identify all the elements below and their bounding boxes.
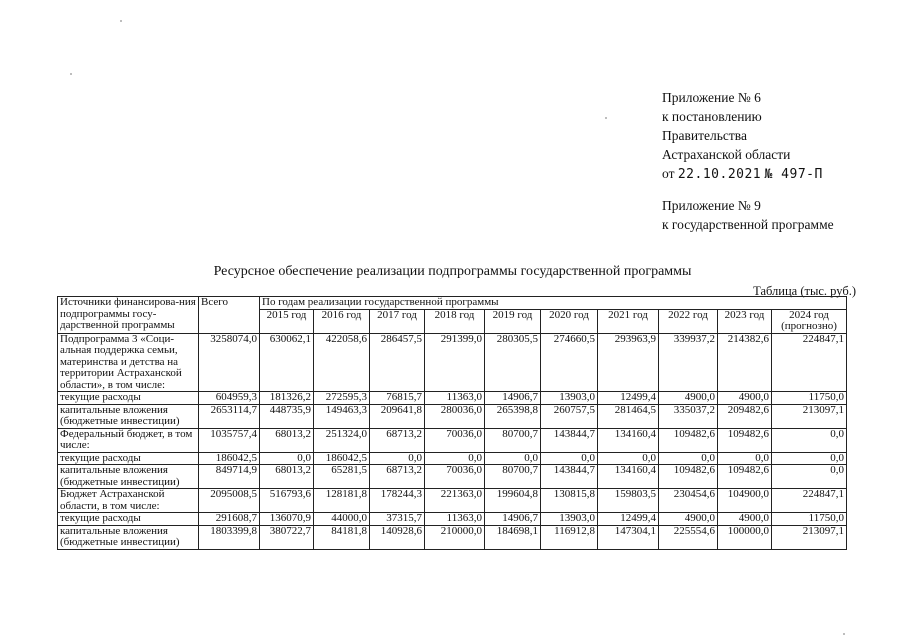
year-value-cell: 128181,8 (314, 489, 370, 513)
year-value-cell: 4900,0 (718, 513, 772, 526)
header-row (58, 297, 847, 310)
total-cell: 849714,9 (199, 465, 260, 489)
year-value-cell: 109482,6 (718, 428, 772, 452)
year-value-cell: 14906,7 (485, 513, 541, 526)
year-value-cell: 12499,4 (598, 513, 659, 526)
table-row (58, 333, 847, 392)
year-value-cell: 293963,9 (598, 333, 659, 392)
header-line: Правительства (662, 128, 747, 143)
year-value-cell: 274660,5 (541, 333, 598, 392)
year-value-cell: 14906,7 (485, 392, 541, 405)
year-value-cell: 80700,7 (485, 428, 541, 452)
year-value-cell: 225554,6 (659, 525, 718, 549)
year-value-cell: 109482,6 (659, 465, 718, 489)
year-value-cell: 159803,5 (598, 489, 659, 513)
year-value-cell: 630062,1 (260, 333, 314, 392)
col-total-header: Всего (199, 297, 260, 334)
year-value-cell: 143844,7 (541, 428, 598, 452)
year-value-cell: 134160,4 (598, 428, 659, 452)
year-value-cell: 184698,1 (485, 525, 541, 549)
source-cell: текущие расходы (58, 452, 199, 465)
appendix-9-header (662, 196, 834, 234)
year-value-cell: 68013,2 (260, 465, 314, 489)
year-value-cell: 104900,0 (718, 489, 772, 513)
decree-date: 22.10.2021 (677, 167, 762, 182)
year-value-cell: 230454,6 (659, 489, 718, 513)
year-value-cell: 70036,0 (425, 465, 485, 489)
date-prefix: от (662, 166, 675, 181)
year-value-cell: 4900,0 (659, 392, 718, 405)
header2-line: Приложение № 9 (662, 198, 761, 213)
source-cell: капитальные вложения (бюджетные инвестиции) (58, 525, 199, 549)
table-units-note: Таблица (тыс. руб.) (753, 284, 856, 298)
year-value-cell: 70036,0 (425, 428, 485, 452)
year-value-cell: 11363,0 (425, 392, 485, 405)
resource-table (57, 296, 847, 550)
year-value-cell: 12499,4 (598, 392, 659, 405)
year-header: 2016 год (314, 309, 370, 333)
year-value-cell: 11363,0 (425, 513, 485, 526)
year-header: 2015 год (260, 309, 314, 333)
years-group-header: По годам реализации государственной программы (260, 297, 847, 310)
year-value-cell: 147304,1 (598, 525, 659, 549)
year-value-cell: 199604,8 (485, 489, 541, 513)
year-value-cell: 291399,0 (425, 333, 485, 392)
year-value-cell: 0,0 (541, 452, 598, 465)
year-value-cell: 224847,1 (772, 333, 847, 392)
year-value-cell: 4900,0 (659, 513, 718, 526)
year-value-cell: 0,0 (598, 452, 659, 465)
year-value-cell: 140928,6 (370, 525, 425, 549)
total-cell: 2653114,7 (199, 404, 260, 428)
year-value-cell: 380722,7 (260, 525, 314, 549)
header-line: Приложение № 6 (662, 90, 761, 105)
year-value-cell: 251324,0 (314, 428, 370, 452)
total-cell: 2095008,5 (199, 489, 260, 513)
year-value-cell: 100000,0 (718, 525, 772, 549)
year-value-cell: 13903,0 (541, 513, 598, 526)
total-cell: 3258074,0 (199, 333, 260, 392)
year-value-cell: 0,0 (659, 452, 718, 465)
total-cell: 1803399,8 (199, 525, 260, 549)
table-row (58, 513, 847, 526)
year-value-cell: 339937,2 (659, 333, 718, 392)
decree-number: № 497-П (764, 167, 823, 182)
year-value-cell: 335037,2 (659, 404, 718, 428)
year-value-cell: 65281,5 (314, 465, 370, 489)
year-value-cell: 186042,5 (314, 452, 370, 465)
year-header: 2023 год (718, 309, 772, 333)
year-value-cell: 80700,7 (485, 465, 541, 489)
total-cell: 604959,3 (199, 392, 260, 405)
year-value-cell: 0,0 (370, 452, 425, 465)
year-value-cell: 221363,0 (425, 489, 485, 513)
year-value-cell: 286457,5 (370, 333, 425, 392)
year-value-cell: 116912,8 (541, 525, 598, 549)
year-value-cell: 448735,9 (260, 404, 314, 428)
scan-speck (70, 73, 72, 75)
header-date-line (662, 164, 823, 184)
year-value-cell: 0,0 (772, 465, 847, 489)
header-line: к постановлению (662, 109, 762, 124)
year-value-cell: 68713,2 (370, 465, 425, 489)
year-value-cell: 0,0 (772, 428, 847, 452)
year-value-cell: 136070,9 (260, 513, 314, 526)
source-cell: Подпрограмма 3 «Соци-альная поддержка семьи, материнства и детства на территории Астраханской области», в том числе: (58, 333, 199, 392)
year-value-cell: 213097,1 (772, 525, 847, 549)
year-header: 2018 год (425, 309, 485, 333)
year-value-cell: 37315,7 (370, 513, 425, 526)
year-header: 2021 год (598, 309, 659, 333)
year-value-cell: 11750,0 (772, 513, 847, 526)
table-row (58, 525, 847, 549)
table-row (58, 428, 847, 452)
source-cell: капитальные вложения (бюджетные инвестиции) (58, 465, 199, 489)
year-value-cell: 0,0 (425, 452, 485, 465)
year-value-cell: 0,0 (718, 452, 772, 465)
total-cell: 291608,7 (199, 513, 260, 526)
scan-speck (120, 20, 122, 22)
year-header: 2020 год (541, 309, 598, 333)
appendix-6-header (662, 88, 823, 184)
source-cell: текущие расходы (58, 513, 199, 526)
year-value-cell: 213097,1 (772, 404, 847, 428)
year-value-cell: 44000,0 (314, 513, 370, 526)
year-value-cell: 224847,1 (772, 489, 847, 513)
year-value-cell: 280305,5 (485, 333, 541, 392)
year-value-cell: 130815,8 (541, 489, 598, 513)
table-row (58, 489, 847, 513)
year-value-cell: 13903,0 (541, 392, 598, 405)
year-value-cell: 260757,5 (541, 404, 598, 428)
year-value-cell: 68013,2 (260, 428, 314, 452)
year-value-cell: 272595,3 (314, 392, 370, 405)
year-value-cell: 11750,0 (772, 392, 847, 405)
year-value-cell: 149463,3 (314, 404, 370, 428)
header-line: Астраханской области (662, 147, 791, 162)
scan-speck (605, 117, 607, 119)
year-value-cell: 134160,4 (598, 465, 659, 489)
year-value-cell: 422058,6 (314, 333, 370, 392)
year-value-cell: 84181,8 (314, 525, 370, 549)
year-header: 2019 год (485, 309, 541, 333)
source-cell: капитальные вложения (бюджетные инвестиции) (58, 404, 199, 428)
year-value-cell: 209482,6 (718, 404, 772, 428)
year-header: 2022 год (659, 309, 718, 333)
year-value-cell: 209641,8 (370, 404, 425, 428)
year-value-cell: 210000,0 (425, 525, 485, 549)
year-value-cell: 181326,2 (260, 392, 314, 405)
year-value-cell: 265398,8 (485, 404, 541, 428)
year-value-cell: 109482,6 (659, 428, 718, 452)
total-cell: 186042,5 (199, 452, 260, 465)
year-value-cell: 516793,6 (260, 489, 314, 513)
year-value-cell: 281464,5 (598, 404, 659, 428)
table-row (58, 404, 847, 428)
year-value-cell: 0,0 (485, 452, 541, 465)
year-value-cell: 143844,7 (541, 465, 598, 489)
year-value-cell: 0,0 (772, 452, 847, 465)
table-row (58, 452, 847, 465)
source-cell: Бюджет Астраханской области, в том числе: (58, 489, 199, 513)
scan-speck (843, 633, 845, 635)
year-header: 2017 год (370, 309, 425, 333)
table-row (58, 465, 847, 489)
table-row (58, 392, 847, 405)
year-value-cell: 280036,0 (425, 404, 485, 428)
year-header: 2024 год (прогнозно) (772, 309, 847, 333)
table-body (58, 297, 847, 550)
document-title: Ресурсное обеспечение реализации подпрограммы государственной программы (213, 264, 692, 279)
source-cell: Федеральный бюджет, в том числе: (58, 428, 199, 452)
source-cell: текущие расходы (58, 392, 199, 405)
year-value-cell: 4900,0 (718, 392, 772, 405)
year-value-cell: 178244,3 (370, 489, 425, 513)
year-value-cell: 0,0 (260, 452, 314, 465)
year-value-cell: 76815,7 (370, 392, 425, 405)
year-value-cell: 109482,6 (718, 465, 772, 489)
year-value-cell: 214382,6 (718, 333, 772, 392)
year-value-cell: 68713,2 (370, 428, 425, 452)
header2-line: к государственной программе (662, 217, 834, 232)
total-cell: 1035757,4 (199, 428, 260, 452)
col-source-header: Источники финансирова-ния подпрограммы госу-дарственной программы (58, 297, 199, 334)
